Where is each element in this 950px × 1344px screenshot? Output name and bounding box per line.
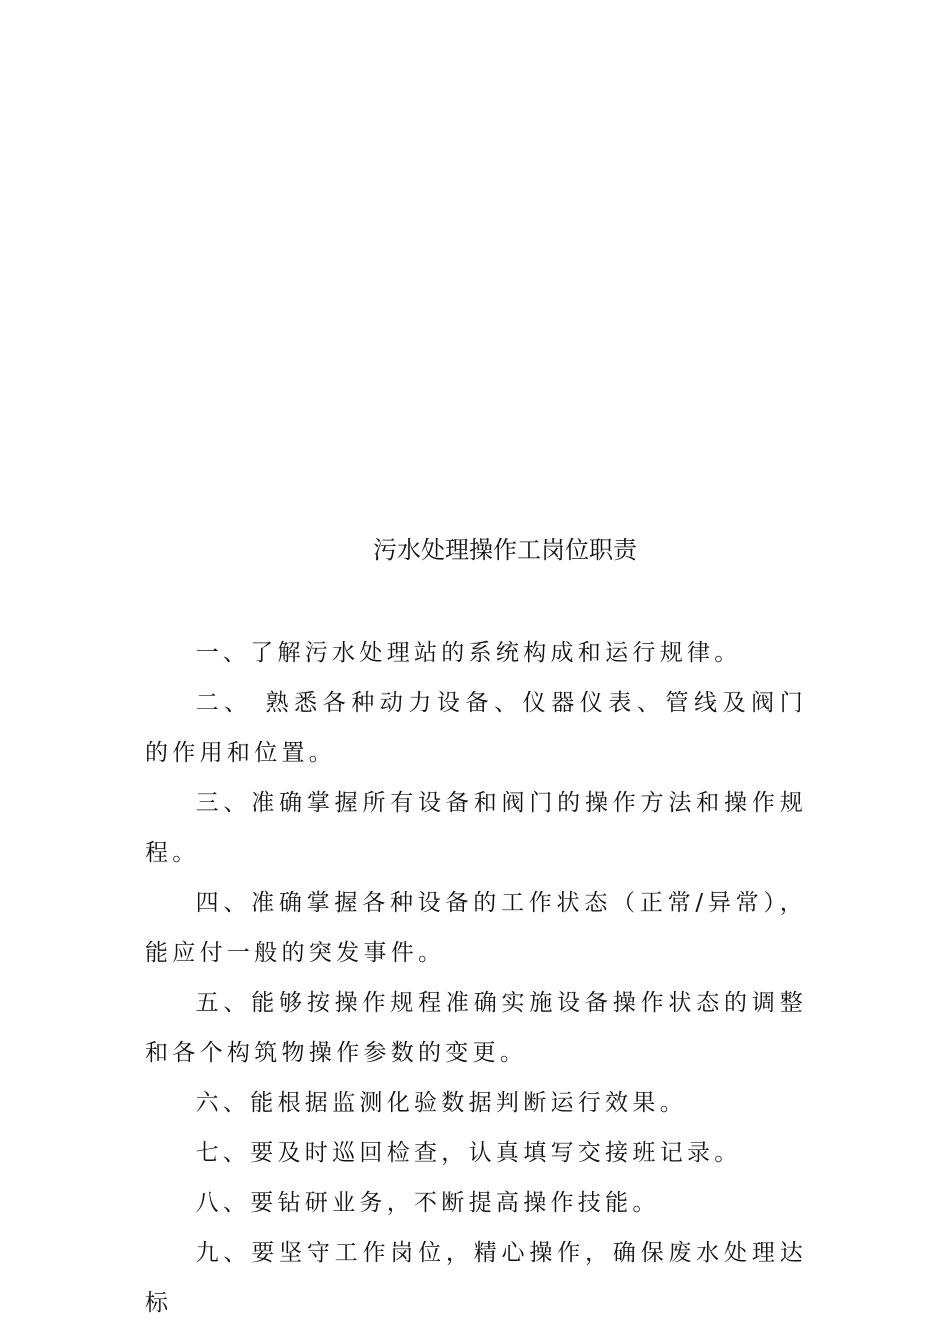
document-body — [145, 628, 807, 1328]
paragraph-5: 五、能够按操作规程准确实施设备操作状态的调整和各个构筑物操作参数的变更。 — [145, 990, 807, 1066]
page-title: 污水处理操作工岗位职责 — [373, 536, 637, 564]
paragraph-1: 一、了解污水处理站的系统构成和运行规律。 — [195, 640, 742, 666]
paragraph-7: 七、要及时巡回检查，认真填写交接班记录。 — [195, 1140, 742, 1166]
paragraph-3: 三、准确掌握所有设备和阀门的操作方法和操作规程。 — [145, 790, 807, 866]
paragraph-8: 八、要钻研业务，不断提高操作技能。 — [195, 1190, 660, 1216]
paragraph-6: 六、能根据监测化验数据判断运行效果。 — [195, 1090, 687, 1116]
paragraph-2: 二、 熟悉各种动力设备、仪器仪表、管线及阀门的作用和位置。 — [145, 690, 807, 766]
paragraph-4: 四、准确掌握各种设备的工作状态（正常/异常），能应付一般的突发事件。 — [145, 890, 807, 966]
paragraph-9: 九、要坚守工作岗位，精心操作，确保废水处理达标 — [145, 1240, 807, 1316]
